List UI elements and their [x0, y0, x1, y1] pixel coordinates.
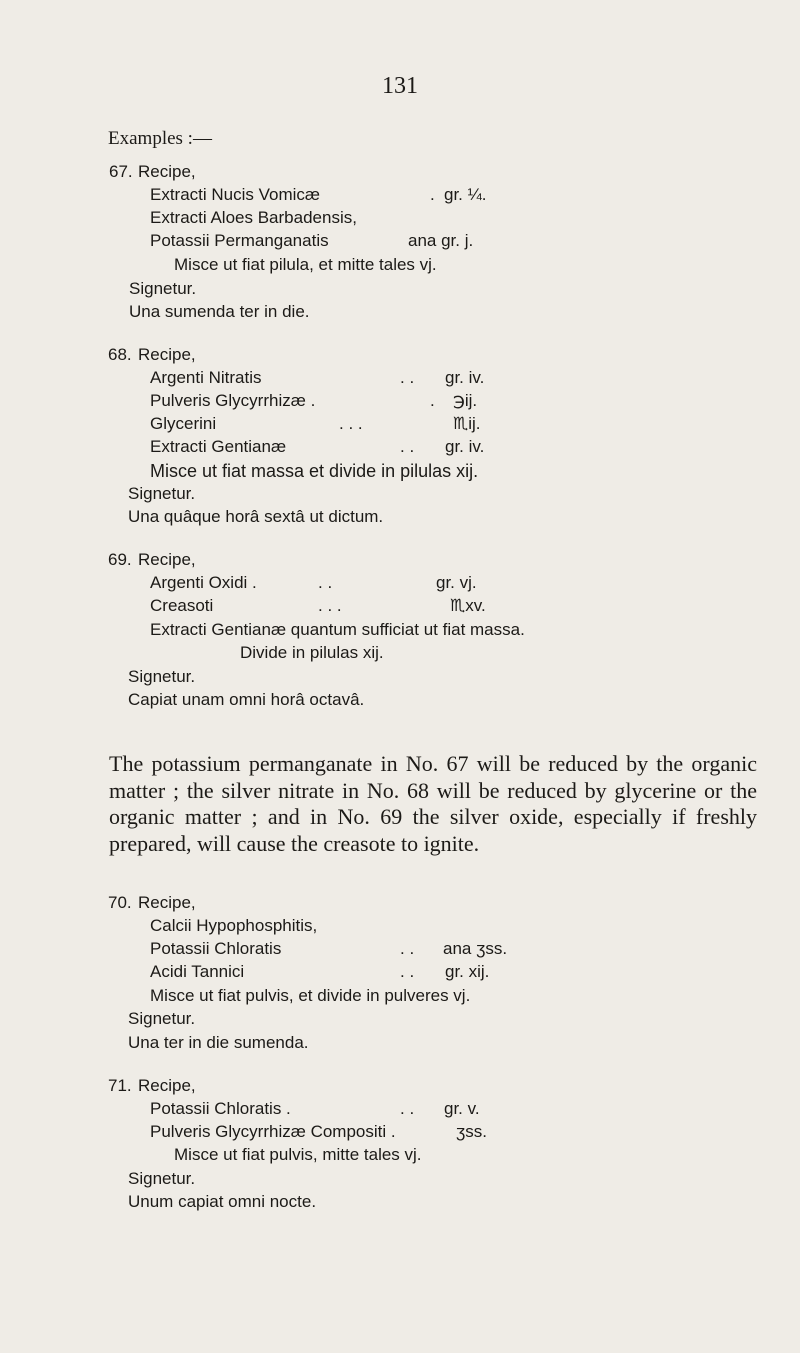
ingredient-leader: . . [400, 939, 415, 958]
ingredient-dose: gr. v. [444, 1099, 480, 1118]
ingredient-leader: . . [400, 1099, 415, 1118]
ingredient-name: Creasoti [150, 596, 214, 615]
ingredient-name: Potassii Chloratis [150, 939, 282, 958]
ingredient-leader: . . . [339, 414, 363, 433]
ingredient-dose: gr. xij. [445, 962, 490, 981]
recipe-title: Recipe, [138, 893, 196, 912]
ingredient-dose: ana gr. j. [408, 231, 474, 250]
ingredient-name: Extracti Nucis Vomicæ [150, 185, 321, 204]
recipe-number: 67. [109, 162, 133, 181]
page-number: 131 [382, 73, 418, 99]
ingredient-dose: gr. iv. [445, 368, 485, 387]
ingredient-name: Argenti Oxidi . [150, 573, 257, 592]
signetur: Signetur. [128, 484, 196, 503]
dosage: Una quâque horâ sextâ ut dictum. [128, 507, 384, 526]
ingredient-dose: ana ʒss. [443, 939, 508, 958]
ingredient-dose: ♏ij. [453, 414, 481, 433]
dosage: Unum capiat omni nocte. [128, 1192, 317, 1211]
ingredient-leader: . . [400, 962, 415, 981]
recipe-number: 71. [108, 1076, 132, 1095]
recipe-title: Recipe, [138, 345, 196, 364]
ingredient-leader: . [430, 391, 435, 410]
signetur: Signetur. [128, 1009, 196, 1028]
examples-heading: Examples :— [108, 128, 212, 149]
ingredient-leader: . . [400, 368, 415, 387]
ingredient-name: Potassii Permanganatis [150, 231, 329, 250]
signetur: Signetur. [129, 279, 197, 298]
directions: Divide in pilulas xij. [240, 643, 384, 662]
ingredient-leader: . . [318, 573, 333, 592]
recipe-number: 68. [108, 345, 132, 364]
recipe-title: Recipe, [138, 162, 196, 181]
dosage: Una sumenda ter in die. [129, 302, 310, 321]
dosage: Capiat unam omni horâ octavâ. [128, 690, 365, 709]
directions: Extracti Gentianæ quantum sufficiat ut fiat massa. [150, 620, 525, 639]
ingredient-dose: gr. ¼. [444, 185, 487, 204]
dosage: Una ter in die sumenda. [128, 1033, 309, 1052]
signetur: Signetur. [128, 667, 196, 686]
signetur: Signetur. [128, 1169, 196, 1188]
ingredient-name: Argenti Nitratis [150, 368, 262, 387]
ingredient-name: Calcii Hypophosphitis, [150, 916, 318, 935]
ingredient-dose: gr. iv. [445, 437, 485, 456]
ingredient-dose: gr. vj. [436, 573, 477, 592]
recipe-title: Recipe, [138, 550, 196, 569]
ingredient-dose: ℈ij. [453, 391, 478, 410]
recipe-number: 70. [108, 893, 132, 912]
ingredient-name: Extracti Aloes Barbadensis, [150, 208, 357, 227]
ingredient-leader: . . . [318, 596, 342, 615]
recipe-number: 69. [108, 550, 132, 569]
ingredient-name: Glycerini [150, 414, 217, 433]
directions: Misce ut fiat pilula, et mitte tales vj. [174, 255, 437, 274]
directions: Misce ut fiat pulvis, mitte tales vj. [174, 1145, 422, 1164]
ingredient-name: Acidi Tannici [150, 962, 245, 981]
ingredient-leader: . [430, 185, 435, 204]
directions: Misce ut fiat massa et divide in pilulas xij. [150, 461, 479, 481]
ingredient-name: Potassii Chloratis . [150, 1099, 291, 1118]
ingredient-dose: ♏xv. [450, 596, 486, 615]
directions: Misce ut fiat pulvis, et divide in pulveres vj. [150, 986, 471, 1005]
ingredient-leader: . . [400, 437, 415, 456]
ingredient-name: Pulveris Glycyrrhizæ Compositi . [150, 1122, 396, 1141]
commentary-paragraph: The potassium permanganate in No. 67 will be reduced by the organic matter ; the silver nitrate in No. 68 will be reduced by glycerine or the organic matter ; and in No. 69 the silver oxide, especially if freshly prepared, will cause the creasote to ignite. [109, 751, 757, 856]
ingredient-dose: ʒss. [456, 1122, 487, 1141]
recipe-title: Recipe, [138, 1076, 196, 1095]
ingredient-name: Extracti Gentianæ [150, 437, 287, 456]
ingredient-name: Pulveris Glycyrrhizæ . [150, 391, 316, 410]
